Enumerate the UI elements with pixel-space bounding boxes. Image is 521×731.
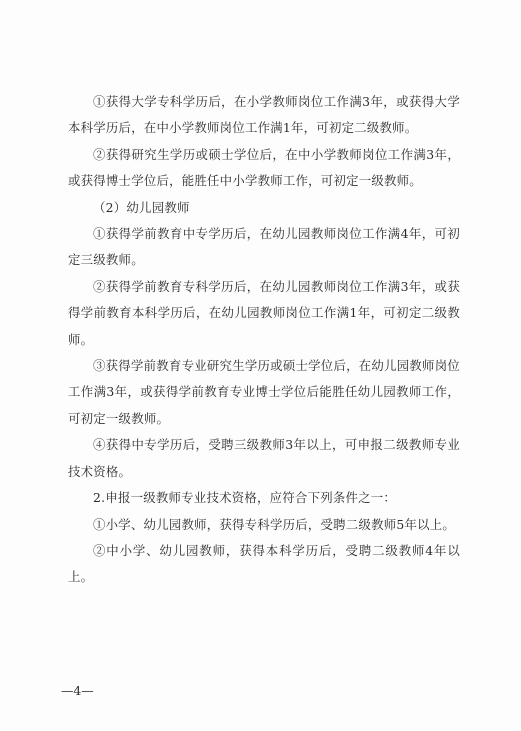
paragraph: ②获得学前教育专科学历后，在幼儿园教师岗位工作满3年，或获得学前教育本科学历后，在幼儿园教师岗位工作满1年，可初定二级教师。 bbox=[68, 278, 460, 347]
paragraph: ①小学、幼儿园教师，获得专科学历后，受聘二级教师5年以上。 bbox=[93, 516, 456, 532]
section-heading: （2）幼儿园教师 bbox=[93, 199, 190, 215]
paragraph: ④获得中专学历后，受聘三级教师3年以上，可申报二级教师专业技术资格。 bbox=[68, 437, 460, 479]
document-body bbox=[68, 89, 460, 591]
paragraph: ②中小学、幼儿园教师，获得本科学历后，受聘二级教师4年以上。 bbox=[68, 542, 460, 585]
paragraph: ②获得研究生学历或硕士学位后，在中小学教师岗位工作满3年，或获得博士学位后，能胜任中小学教师工作，可初定一级教师。 bbox=[68, 146, 460, 189]
paragraph: ①获得大学专科学历后，在小学教师岗位工作满3年，或获得大学本科学历后，在中小学教师岗位工作满1年，可初定二级教师。 bbox=[68, 94, 460, 136]
paragraph: ③获得学前教育专业研究生学历或硕士学位后，在幼儿园教师岗位工作满3年，或获得学前教育专业博士学位后能胜任幼儿园教师工作，可初定一级教师。 bbox=[68, 358, 460, 426]
paragraph: ①获得学前教育中专学历后，在幼儿园教师岗位工作满4年，可初定三级教师。 bbox=[68, 226, 460, 268]
page-number: —4— bbox=[61, 683, 94, 698]
paragraph: 2.申报一级教师专业技术资格，应符合下列条件之一： bbox=[93, 490, 397, 506]
